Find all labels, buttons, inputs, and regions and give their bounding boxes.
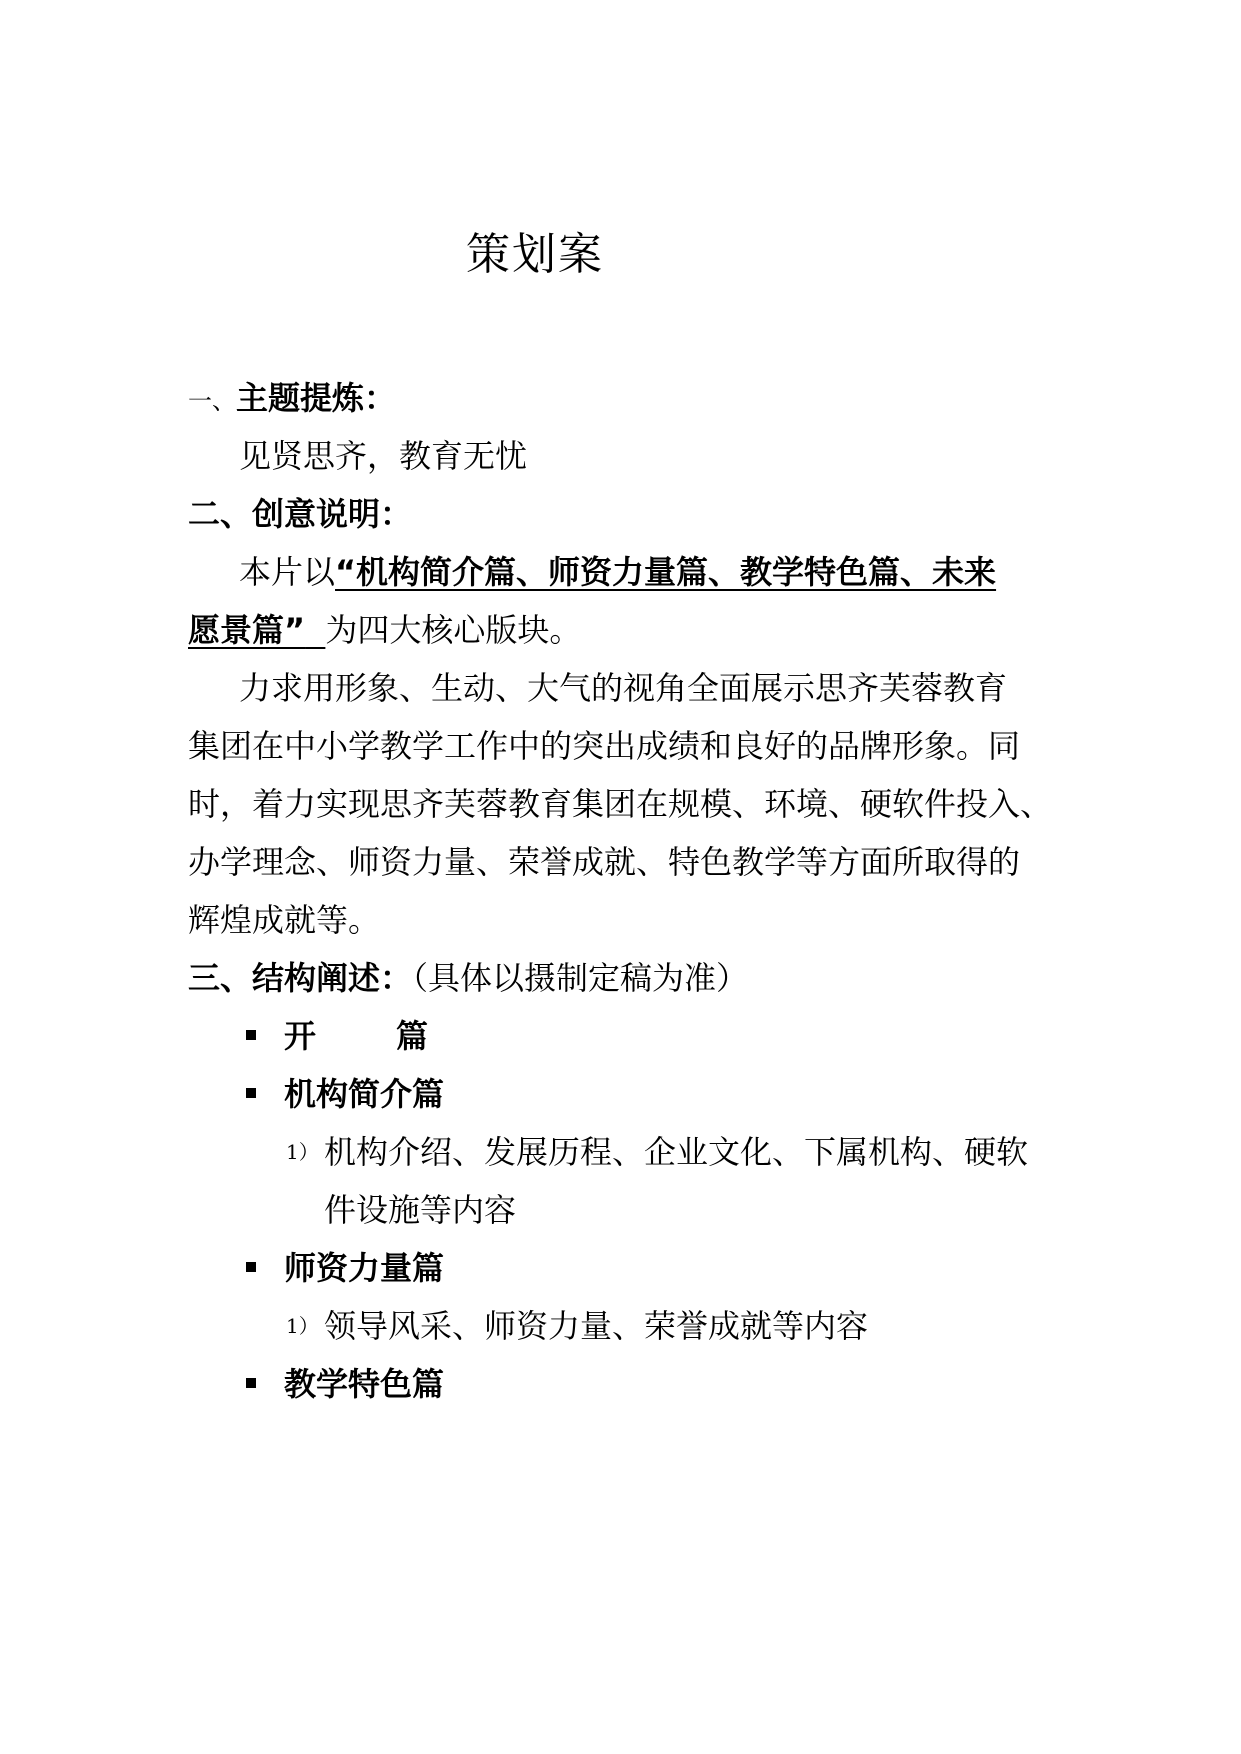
sub-item-text-line2: 件设施等内容	[324, 1191, 517, 1229]
sub-item-text-line1: 机构介绍、发展历程、企业文化、下属机构、硬软	[324, 1133, 1029, 1171]
section-3-note: （具体以摄制定稿为准）	[412, 959, 749, 997]
sub-item-institution	[286, 1132, 1028, 1174]
sub-item-faculty	[286, 1306, 868, 1348]
section-1-title: 主题提炼：	[236, 379, 397, 417]
list-item-label: 教学特色篇	[284, 1365, 445, 1403]
section-2-para1-line1	[239, 552, 996, 592]
list-item-institution	[246, 1074, 444, 1114]
section-3-heading	[188, 958, 748, 998]
section-2-para1-line2	[188, 610, 581, 650]
list-item-label: 机构简介篇	[284, 1075, 445, 1113]
section-2-para2-line1: 力求用形象、生动、大气的视角全面展示思齐芙蓉教育	[239, 669, 1008, 707]
section-2-para2-line4: 办学理念、师资力量、荣誉成就、特色教学等方面所取得的	[188, 843, 1021, 881]
list-item-label-b: 篇	[396, 1017, 429, 1055]
para1-underline-gap	[305, 611, 325, 649]
sub-item-text-line1: 领导风采、师资力量、荣誉成就等内容	[324, 1307, 869, 1345]
document-title: 策划案	[466, 229, 604, 280]
section-2-para2-line5: 辉煌成就等。	[188, 901, 381, 939]
sub-item-number: 1）	[286, 1314, 319, 1338]
square-bullet-icon	[246, 1378, 256, 1388]
para1-suffix: 为四大核心版块。	[325, 611, 582, 649]
para1-underlined-1: “机构简介篇、师资力量篇、教学特色篇、未来	[335, 553, 997, 591]
list-item-label-a: 开	[284, 1017, 317, 1055]
para1-underlined-2: 愿景篇”	[188, 611, 306, 649]
section-1-body: 见贤思齐，教育无忧	[239, 437, 528, 475]
section-1-heading	[188, 378, 396, 421]
para1-prefix: 本片以	[239, 553, 336, 591]
section-2-heading: 二、创意说明：	[188, 495, 413, 533]
square-bullet-icon	[246, 1030, 256, 1040]
section-2-para2-line3: 时，着力实现思齐芙蓉教育集团在规模、环境、硬软件投入、	[188, 785, 1053, 823]
square-bullet-icon	[246, 1262, 256, 1272]
square-bullet-icon	[246, 1088, 256, 1098]
section-2-para2-line2: 集团在中小学教学工作中的突出成绩和良好的品牌形象。同	[188, 727, 1021, 765]
list-item-faculty	[246, 1248, 444, 1288]
list-item-label: 师资力量篇	[284, 1249, 445, 1287]
list-item-opening	[246, 1016, 428, 1056]
sub-item-number: 1）	[286, 1140, 319, 1164]
section-3-title: 三、结构阐述：	[188, 959, 413, 997]
list-item-teaching	[246, 1364, 444, 1404]
section-1-number: 一、	[188, 387, 236, 415]
